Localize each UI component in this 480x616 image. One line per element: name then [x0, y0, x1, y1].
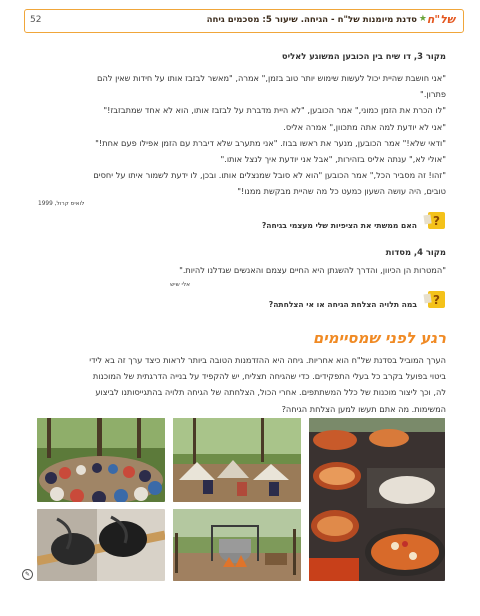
summary-line: המשימות. מה אתם תעשו למען הצלחת הגיחה?: [281, 403, 446, 414]
source4-question: במה תלויה הצלחת הגיחה או אי הצלחתה?: [268, 300, 417, 309]
source3-line: "לו הכרת את הזמן כמוני," אמר הכובען, "לא היית מדברת על לבזבז אותו, הוא לא אחד שמתבזבז!": [103, 105, 446, 116]
photo-rope-hands: [37, 509, 165, 581]
header-title: סדנת מיומנות של"ח - הגיחה. שיעור 5: מסכמים גיחה: [206, 15, 417, 25]
source3-line: "אולי לא," ענתה אליס בזהירות, "אבל אני יודעת איך לנצל אותו.": [220, 154, 446, 165]
page-header: [24, 9, 464, 33]
question-mark-icon: [423, 211, 446, 231]
source3-line: טובים, היה עושה השעון כמעט כל מה שהיית מבקשת ממנו!": [237, 186, 446, 197]
pen-circle-icon: ✎: [22, 569, 33, 580]
source4-signature: אלי שיש: [170, 282, 190, 288]
summary-line: ביטוי בפועל בקרב כל בעלי התפקידים. כדי שהגיחה תצליח, יש להקפיד על בנייה הדרגתית של המוכנות: [92, 371, 446, 382]
summary-line: לה, וכך ליצור מוכנות של כלל המשתתפים. אחרי הכול, הצלחתה של הגיחה תלויה בהתגייסותנו לביצוע: [95, 387, 446, 398]
photo-tents-camp: [173, 418, 301, 502]
summary-heading: רגע לפני שמסיימים: [312, 329, 446, 347]
logo-text: של"ח: [426, 13, 455, 26]
source3-line: "אני חושבת שהיית יכול לעשות שימוש יותר טוב בזמן," אמרה, "מאשר לבזבז אותו על חידות שאין להם: [97, 73, 446, 83]
source4-title: מקור 4, מסדות: [385, 247, 446, 257]
source3-text: [28, 70, 446, 200]
source3-line: "זהו! זה מסביר הכל," אמר הכובען "הוא לא סובל שמנצלים אותו. ובכן, לו ידעת לשמור איתו על יחסים: [93, 170, 446, 181]
svg-text:?: ?: [433, 214, 440, 228]
source3-line: "אני לא יודעת למה אתה מתכוון," אמרה אליס.: [283, 121, 446, 132]
source3-title: מקור 3, דו שיח בין הכובען המשוגע לאליס: [281, 51, 446, 61]
star-logo-icon: ★: [418, 14, 427, 24]
source3-line: פתרון.": [420, 89, 446, 100]
photo-group-circle: [37, 418, 165, 502]
photo-cooking-pans: [309, 418, 445, 581]
svg-text:?: ?: [433, 293, 440, 307]
question-mark-icon: [423, 290, 446, 310]
shelah-logo: [419, 11, 457, 29]
photo-pot-fire: [173, 509, 301, 581]
source4-quote: "המטרות הן הכיוון, והדרך להשגתן היא החיים עצמם והאנשים שגדלנו להיות.": [179, 265, 446, 275]
source3-question: האם ממשתי את הציפיות שלי מעצמי בגיחה?: [261, 221, 417, 230]
source3-signature: לואיס קרול, 1999: [38, 201, 85, 207]
source3-line: "ודאי שלא!" אמר הכובען, מנער את ראשו בבוז. "אני מתערב שלא דיברת עם הזמן אפילו פעם אחת!": [95, 137, 446, 148]
page-number: 52: [30, 15, 42, 25]
summary-text: [28, 352, 446, 417]
summary-line: הערך המוביל בסדנת של"ח הוא אחריות. גיחה היא ההזדמנות הטובה ביותר לראות כיצד ערך זה בא לידי: [89, 355, 446, 365]
